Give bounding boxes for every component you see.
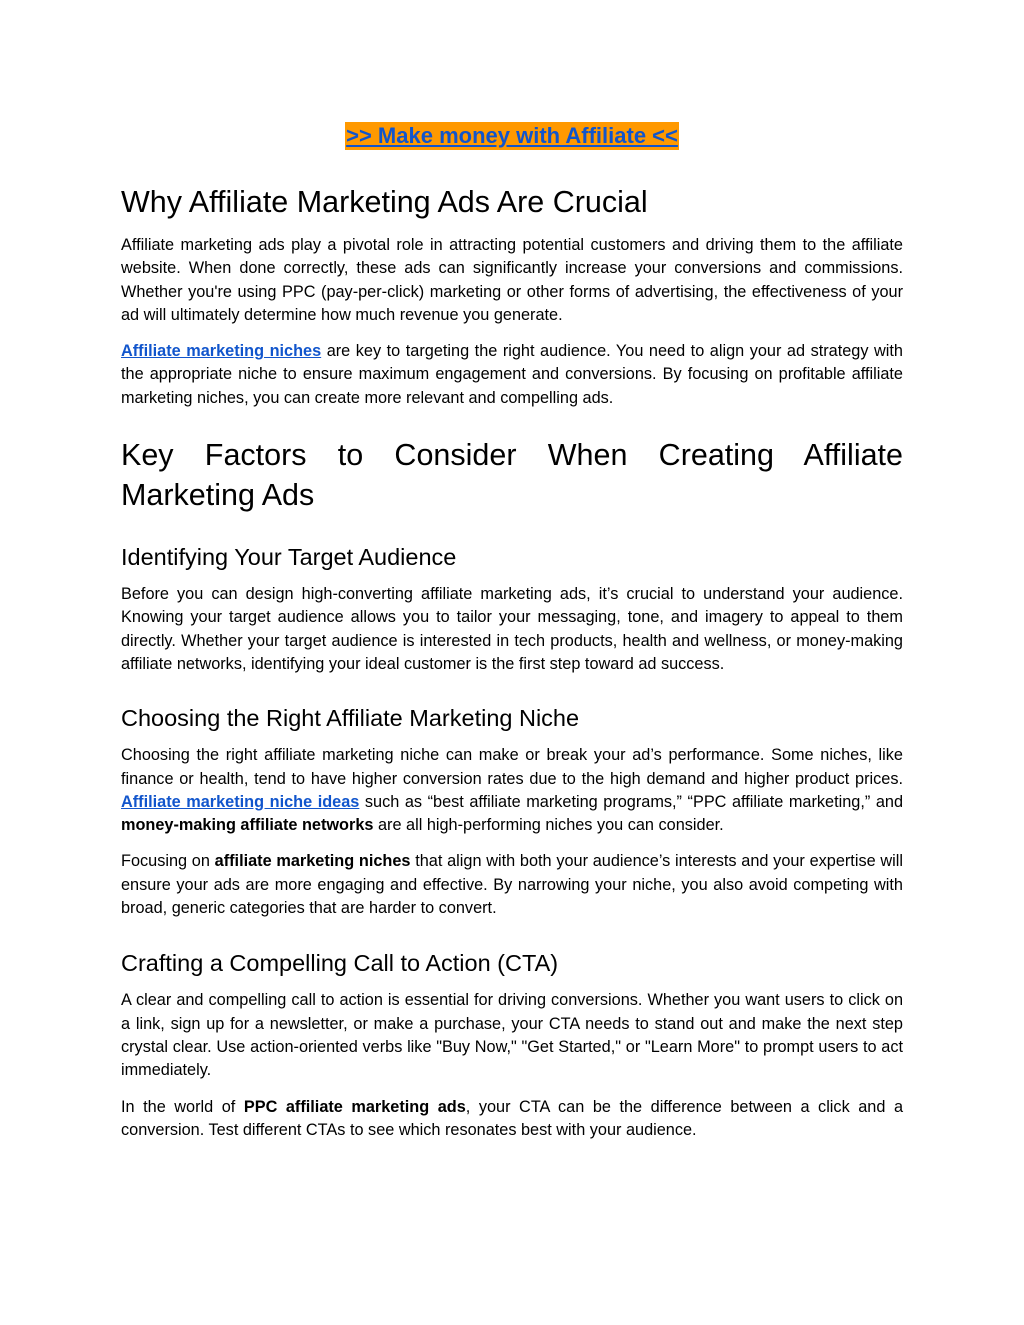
paragraph-cta-2 [121, 1096, 903, 1143]
heading-target-audience: Identifying Your Target Audience [121, 544, 457, 571]
paragraph-niche-2-text-a: Focusing on [121, 852, 215, 871]
affiliate-marketing-niches-bold: affiliate marketing niches [214, 852, 411, 871]
paragraph-niche-1 [121, 744, 903, 837]
heading-key-factors: Key Factors to Consider When Creating Affiliate Marketing Ads [121, 438, 903, 513]
heading-why-affiliate-ads: Why Affiliate Marketing Ads Are Crucial [121, 185, 648, 219]
affiliate-marketing-niche-ideas-link[interactable]: Affiliate marketing niche ideas [121, 792, 360, 811]
paragraph-cta-1: A clear and compelling call to action is essential for driving conversions. Whether you want users to click on a link, sign up for a newsletter, or make a purchase, your CTA needs to stand out and make the next step crystal clear. Use action-oriented verbs like "Buy Now," "Get Started," or "Learn More" to prompt users to act immediately. [121, 991, 903, 1080]
heading-choose-niche: Choosing the Right Affiliate Marketing Niche [121, 705, 580, 732]
paragraph-cta-2-text-a: In the world of [121, 1097, 244, 1116]
paragraph-niche-1-text-a: Choosing the right affiliate marketing niche can make or break your ad’s performance. Some niches, like finance or health, tend to have higher conversion rates due to the high demand and higher product prices. [121, 746, 903, 788]
banner-container [121, 122, 903, 152]
paragraph-niche-2-text-b: that align with both your audience’s interests and your expertise will ensure your ads are more engaging and effective. By narrowing your niche, you also avoid competing with broad, generic categories that are harder to convert. [121, 852, 903, 918]
ppc-affiliate-ads-bold: PPC affiliate marketing ads [243, 1097, 466, 1116]
paragraph-niche-1-text-c: are all high-performing niches you can consider. [373, 816, 724, 835]
paragraph-why-2-text: are key to targeting the right audience. You need to align your ad strategy with the appropriate niche to ensure maximum engagement and conversions. By focusing on profitable affiliate marketing niches, you can create more relevant and compelling ads. [121, 342, 903, 407]
paragraph-why-2 [121, 340, 903, 410]
paragraph-cta-2-text-b: , your CTA can be the difference between a click and a conversion. Test different CTAs to see which resonates best with your audience. [121, 1097, 903, 1139]
paragraph-niche-1-text-b: such as “best affiliate marketing programs,” “PPC affiliate marketing,” and [359, 792, 903, 811]
paragraph-niche-2 [121, 850, 903, 920]
affiliate-marketing-niches-link[interactable]: Affiliate marketing niches [121, 342, 322, 361]
paragraph-why-1: Affiliate marketing ads play a pivotal role in attracting potential customers and driving them to the affiliate website. When done correctly, these ads can significantly increase your conversions and commissions. Whether you're using PPC (pay-per-click) marketing or other forms of advertising, the effectiveness of your ad will ultimately determine how much revenue you generate. [121, 236, 903, 324]
heading-call-to-action: Crafting a Compelling Call to Action (CTA) [121, 950, 559, 977]
paragraph-target-audience: Before you can design high-converting affiliate marketing ads, it’s crucial to understand your audience. Knowing your target audience allows you to tailor your messaging, tone, and imagery to appeal to them directly. Whether your target audience is interested in tech products, health and wellness, or money-making affiliate networks, identifying your ideal customer is the first step toward ad success. [121, 585, 903, 673]
affiliate-banner-link[interactable]: >> Make money with Affiliate << [346, 123, 678, 148]
document-page [121, 0, 903, 1142]
money-making-networks-bold: money-making affiliate networks [121, 816, 374, 835]
